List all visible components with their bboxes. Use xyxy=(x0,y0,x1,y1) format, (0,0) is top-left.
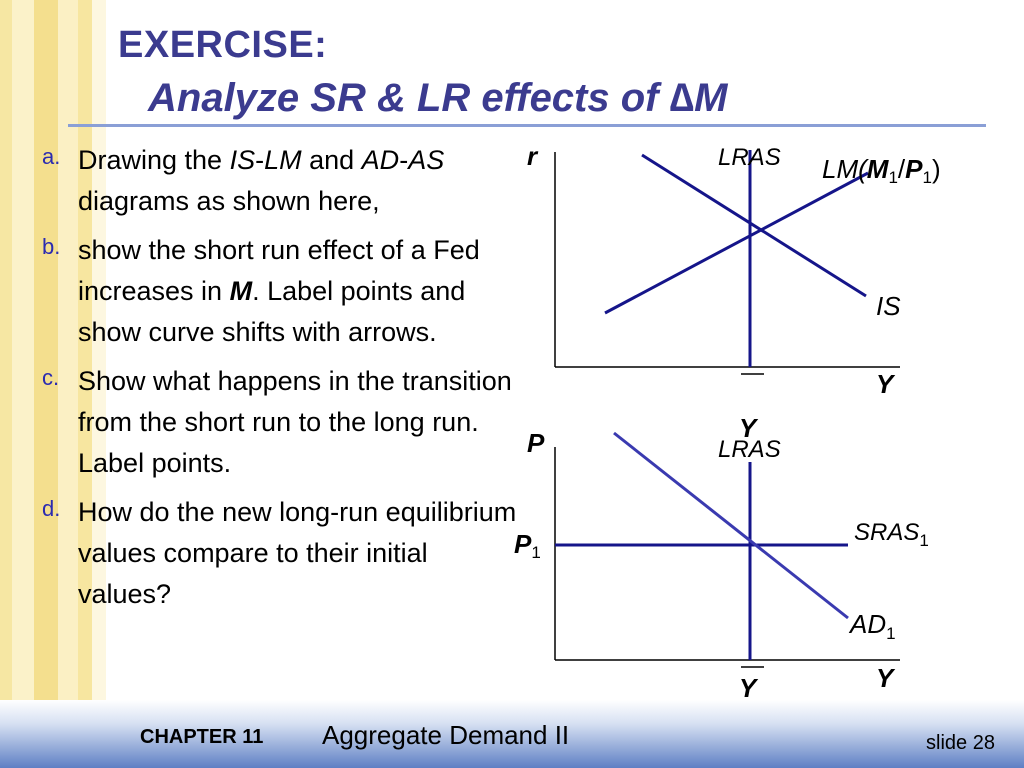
is-lm-diagram xyxy=(527,141,941,443)
adas-y-axis-label: P xyxy=(527,428,545,458)
lm-curve-label: LM(M1/P1) xyxy=(822,154,941,187)
islm-y-axis-label: r xyxy=(527,141,538,171)
p1-label: P1 xyxy=(514,529,541,562)
text-run: and xyxy=(301,145,362,175)
slide-title-label: EXERCISE: xyxy=(118,24,328,66)
text-run: IS xyxy=(229,145,256,175)
slide-title: Analyze SR & LR effects of ∆M xyxy=(148,76,728,120)
list-marker: c. xyxy=(42,365,60,390)
islm-x-axis-label: Y xyxy=(876,369,894,399)
list-marker: d. xyxy=(42,496,61,521)
text-run: diagrams as shown here, xyxy=(78,186,380,216)
slide-number: slide 28 xyxy=(926,732,995,754)
islm-lras-label: LRAS xyxy=(718,144,781,171)
sras-label: $SRAS_1$ xyxy=(854,519,929,550)
chapter-label: CHAPTER 11 xyxy=(140,726,264,748)
ad-as-diagram xyxy=(514,428,929,700)
text-run: AS xyxy=(408,145,445,175)
text-run: Drawing the xyxy=(78,145,230,175)
chapter-title: Aggregate Demand II xyxy=(322,720,570,750)
list-marker: b. xyxy=(42,234,61,259)
text-run: - xyxy=(399,145,409,175)
is-curve-label: IS xyxy=(876,291,901,321)
text-run: How do the new long-run equilibrium values compare to their initial values? xyxy=(78,497,517,609)
text-run: Show what happens in the transition from the short run to the long run. Label points. xyxy=(78,366,512,478)
text-run: show the short run effect of a Fed increases in xyxy=(78,235,480,306)
text-run: - xyxy=(255,145,265,175)
text-run: LM xyxy=(264,145,302,175)
lm-curve xyxy=(605,173,868,313)
adas-x-axis-label: Y xyxy=(876,663,894,693)
text-run: . Label points and show curve shifts with arrows. xyxy=(78,276,466,347)
islm-ybar-label: Y xyxy=(739,413,757,443)
adas-ybar-label: Y xyxy=(739,673,757,700)
ad-label: $AD_1$ xyxy=(850,609,896,643)
list-marker: a. xyxy=(42,144,61,169)
adas-lras-label: LRAS xyxy=(718,436,781,463)
text-run: M xyxy=(229,276,253,306)
text-run: AD xyxy=(361,145,400,175)
